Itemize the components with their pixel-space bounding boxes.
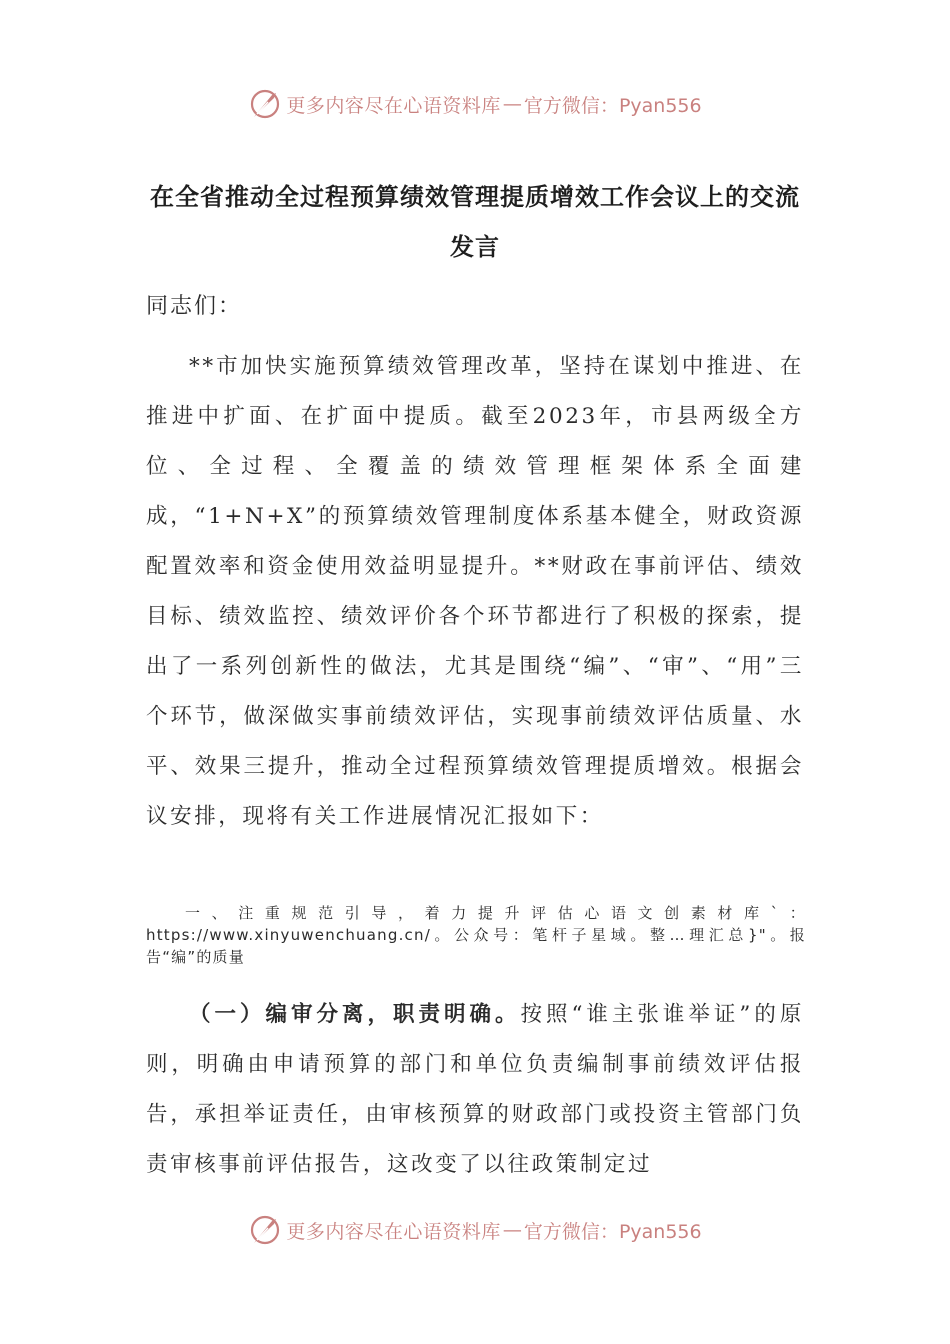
banner-text: 更多内容尽在心语资料库 — [286, 94, 501, 117]
greeting: 同志们： — [146, 294, 243, 319]
banner-separator: — — [502, 1219, 522, 1241]
banner-contact-id: Pyan556 — [618, 1220, 702, 1243]
header-watermark-banner — [0, 84, 950, 124]
quill-pen-logo-icon — [248, 87, 282, 121]
section-heading: 一、注重规范引导，着力提升评估心语文创素材库`：https://www.xinyuwenchuang.cn/。公众号：笔杆子星域。整…理汇总}"。报告“编”的质量 — [146, 904, 806, 966]
quill-pen-logo-icon — [248, 1213, 282, 1247]
body-paragraph-2 — [146, 990, 804, 1190]
subsection-heading: （一）编审分离，职责明确。 — [189, 1002, 521, 1027]
banner-contact — [524, 1217, 702, 1244]
body-paragraph-2-text: 按照“谁主张谁举证”的原则，明确由申请预算的部门和单位负责编制事前绩效评估报告，承担举证责任，由审核预算的财政部门或投资主管部门负责审核事前评估报告，这改变了以往政策制定过 — [146, 1002, 804, 1177]
body-paragraph-1: **市加快实施预算绩效管理改革，坚持在谋划中推进、在推进中扩面、在扩面中提质。截至2023年，市县两级全方位、全过程、全覆盖的绩效管理框架体系全面建成，“1+N+X”的预算绩效管理制度体系基本健全，财政资源配置效率和资金使用效益明显提升。**财政在事前评估、绩效目标、绩效监控、绩效评价各个环节都进行了积极的探索，提出了一系列创新性的做法，尤其是围绕“编”、“审”、“用”三个环节，做深做实事前绩效评估，实现事前绩效评估质量、水平、效果三提升，推动全过程预算绩效管理提质增效。根据会议安排，现将有关工作进展情况汇报如下： — [146, 354, 804, 829]
banner-contact-label: 官方微信： — [523, 1220, 619, 1243]
document-title: 在全省推动全过程预算绩效管理提质增效工作会议上的交流发言 — [150, 183, 800, 261]
banner-text: 更多内容尽在心语资料库 — [286, 1220, 501, 1243]
banner-contact-label: 官方微信： — [523, 94, 619, 117]
footer-watermark-banner — [0, 1210, 950, 1250]
banner-separator: — — [502, 93, 522, 115]
banner-contact — [524, 91, 702, 118]
banner-contact-id: Pyan556 — [618, 94, 702, 117]
